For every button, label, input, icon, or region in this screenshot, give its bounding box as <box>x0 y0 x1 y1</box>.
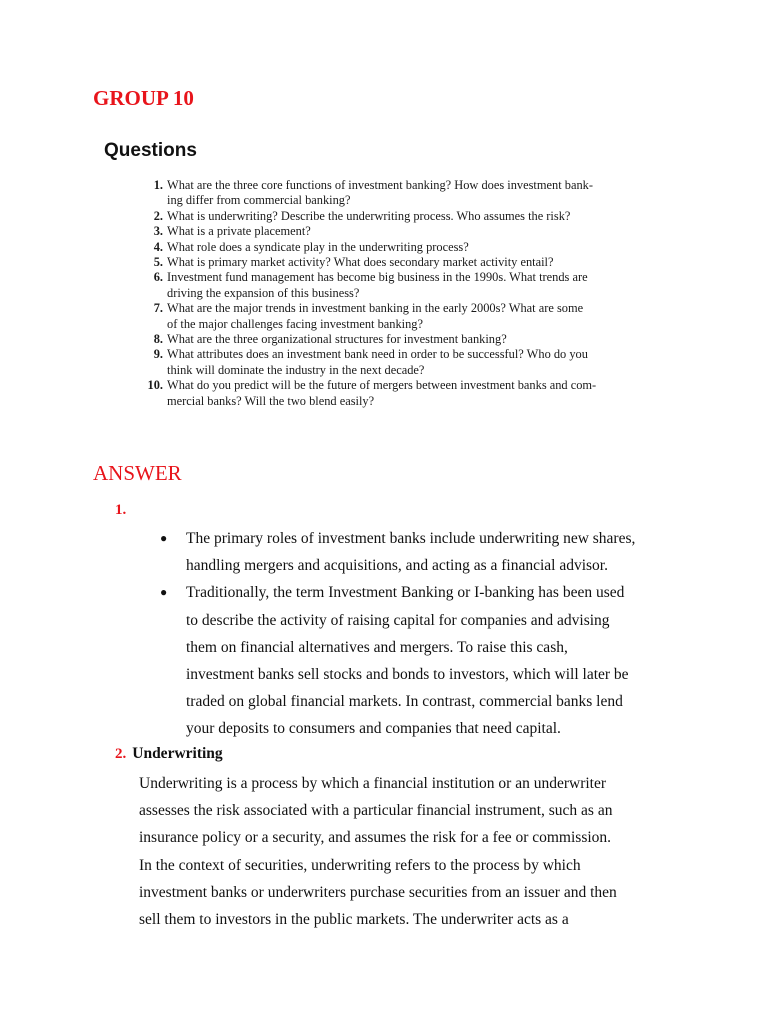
question-text: What role does a syndicate play in the underwriting process? <box>167 239 469 254</box>
question-item <box>146 224 656 239</box>
answer-number: 2. <box>115 746 127 762</box>
question-text: What is underwriting? Describe the underwriting process. Who assumes the risk? <box>167 208 571 223</box>
answer-2-body: Underwriting is a process by which a financial institution or an underwriter assesses the risk associated with a particular financial instrument, such as an insurance policy or a security, and assumes the risk for a fee or commission. In the context of securities, underwriting refers to the process by which investment banks or underwriters purchase securities from an issuer and then sell them to investors in the public markets. The underwriter acts as a <box>139 775 617 929</box>
question-item <box>146 332 656 347</box>
question-number: 7. <box>153 301 163 316</box>
question-number: 8. <box>153 332 163 347</box>
answer-title: ANSWER <box>93 461 182 485</box>
bullet-text: The primary roles of investment banks include underwriting new shares, handling mergers and acquisitions, and acting as a financial advisor. <box>186 530 636 575</box>
question-item <box>146 255 656 270</box>
question-item <box>146 378 656 409</box>
question-item <box>146 178 656 209</box>
question-number: 5. <box>153 255 163 270</box>
question-item <box>146 209 656 224</box>
question-item <box>146 240 656 255</box>
bullet-item <box>160 525 680 579</box>
question-number: 1. <box>153 178 163 192</box>
bullet-text: Traditionally, the term Investment Banking or I-banking has been used to describe the activity of raising capital for companies and advising them on financial alternatives and mergers. To raise this cash, investment banks sell stocks and bonds to investors, which will later be traded on global financial markets. In contrast, commercial banks lend your deposits to consumers and companies that need capital. <box>186 584 629 738</box>
questions-heading: Questions <box>104 140 197 161</box>
answer-1-bullets <box>160 525 680 743</box>
bullet-dot-icon: ● <box>160 585 168 600</box>
question-item <box>146 270 656 301</box>
answer-2-heading <box>115 745 223 763</box>
question-item <box>146 347 656 378</box>
question-number: 10. <box>147 378 163 393</box>
questions-list <box>146 178 656 409</box>
question-number: 2. <box>153 208 163 223</box>
question-text: Investment fund management has become big business in the 1990s. What trends are driving the expansion of this business? <box>167 270 588 300</box>
group-title: GROUP 10 <box>93 86 194 110</box>
bullet-dot-icon: ● <box>160 531 168 545</box>
question-text: What is a private placement? <box>167 224 311 239</box>
question-text: What are the major trends in investment banking in the early 2000s? What are some of the major challenges facing investment banking? <box>167 301 584 331</box>
question-number: 3. <box>153 224 163 239</box>
question-number: 9. <box>153 347 163 362</box>
question-text: What attributes does an investment bank need in order to be successful? Who do you think will dominate the industry in the next decade? <box>167 347 588 377</box>
bullet-item <box>160 579 680 742</box>
question-text: What are the three organizational structures for investment banking? <box>167 332 507 347</box>
question-number: 4. <box>153 239 163 254</box>
answer-2-label: Underwriting <box>132 745 223 762</box>
question-text: What are the three core functions of investment banking? How does investment bank- ing differ from commercial banking? <box>167 178 593 208</box>
question-item <box>146 301 656 332</box>
question-text: What is primary market activity? What does secondary market activity entail? <box>167 255 554 270</box>
answer-number: 1. <box>115 502 127 518</box>
question-text: What do you predict will be the future of mergers between investment banks and com- mercial banks? Will the two blend easily? <box>167 378 597 408</box>
question-number: 6. <box>153 270 163 285</box>
